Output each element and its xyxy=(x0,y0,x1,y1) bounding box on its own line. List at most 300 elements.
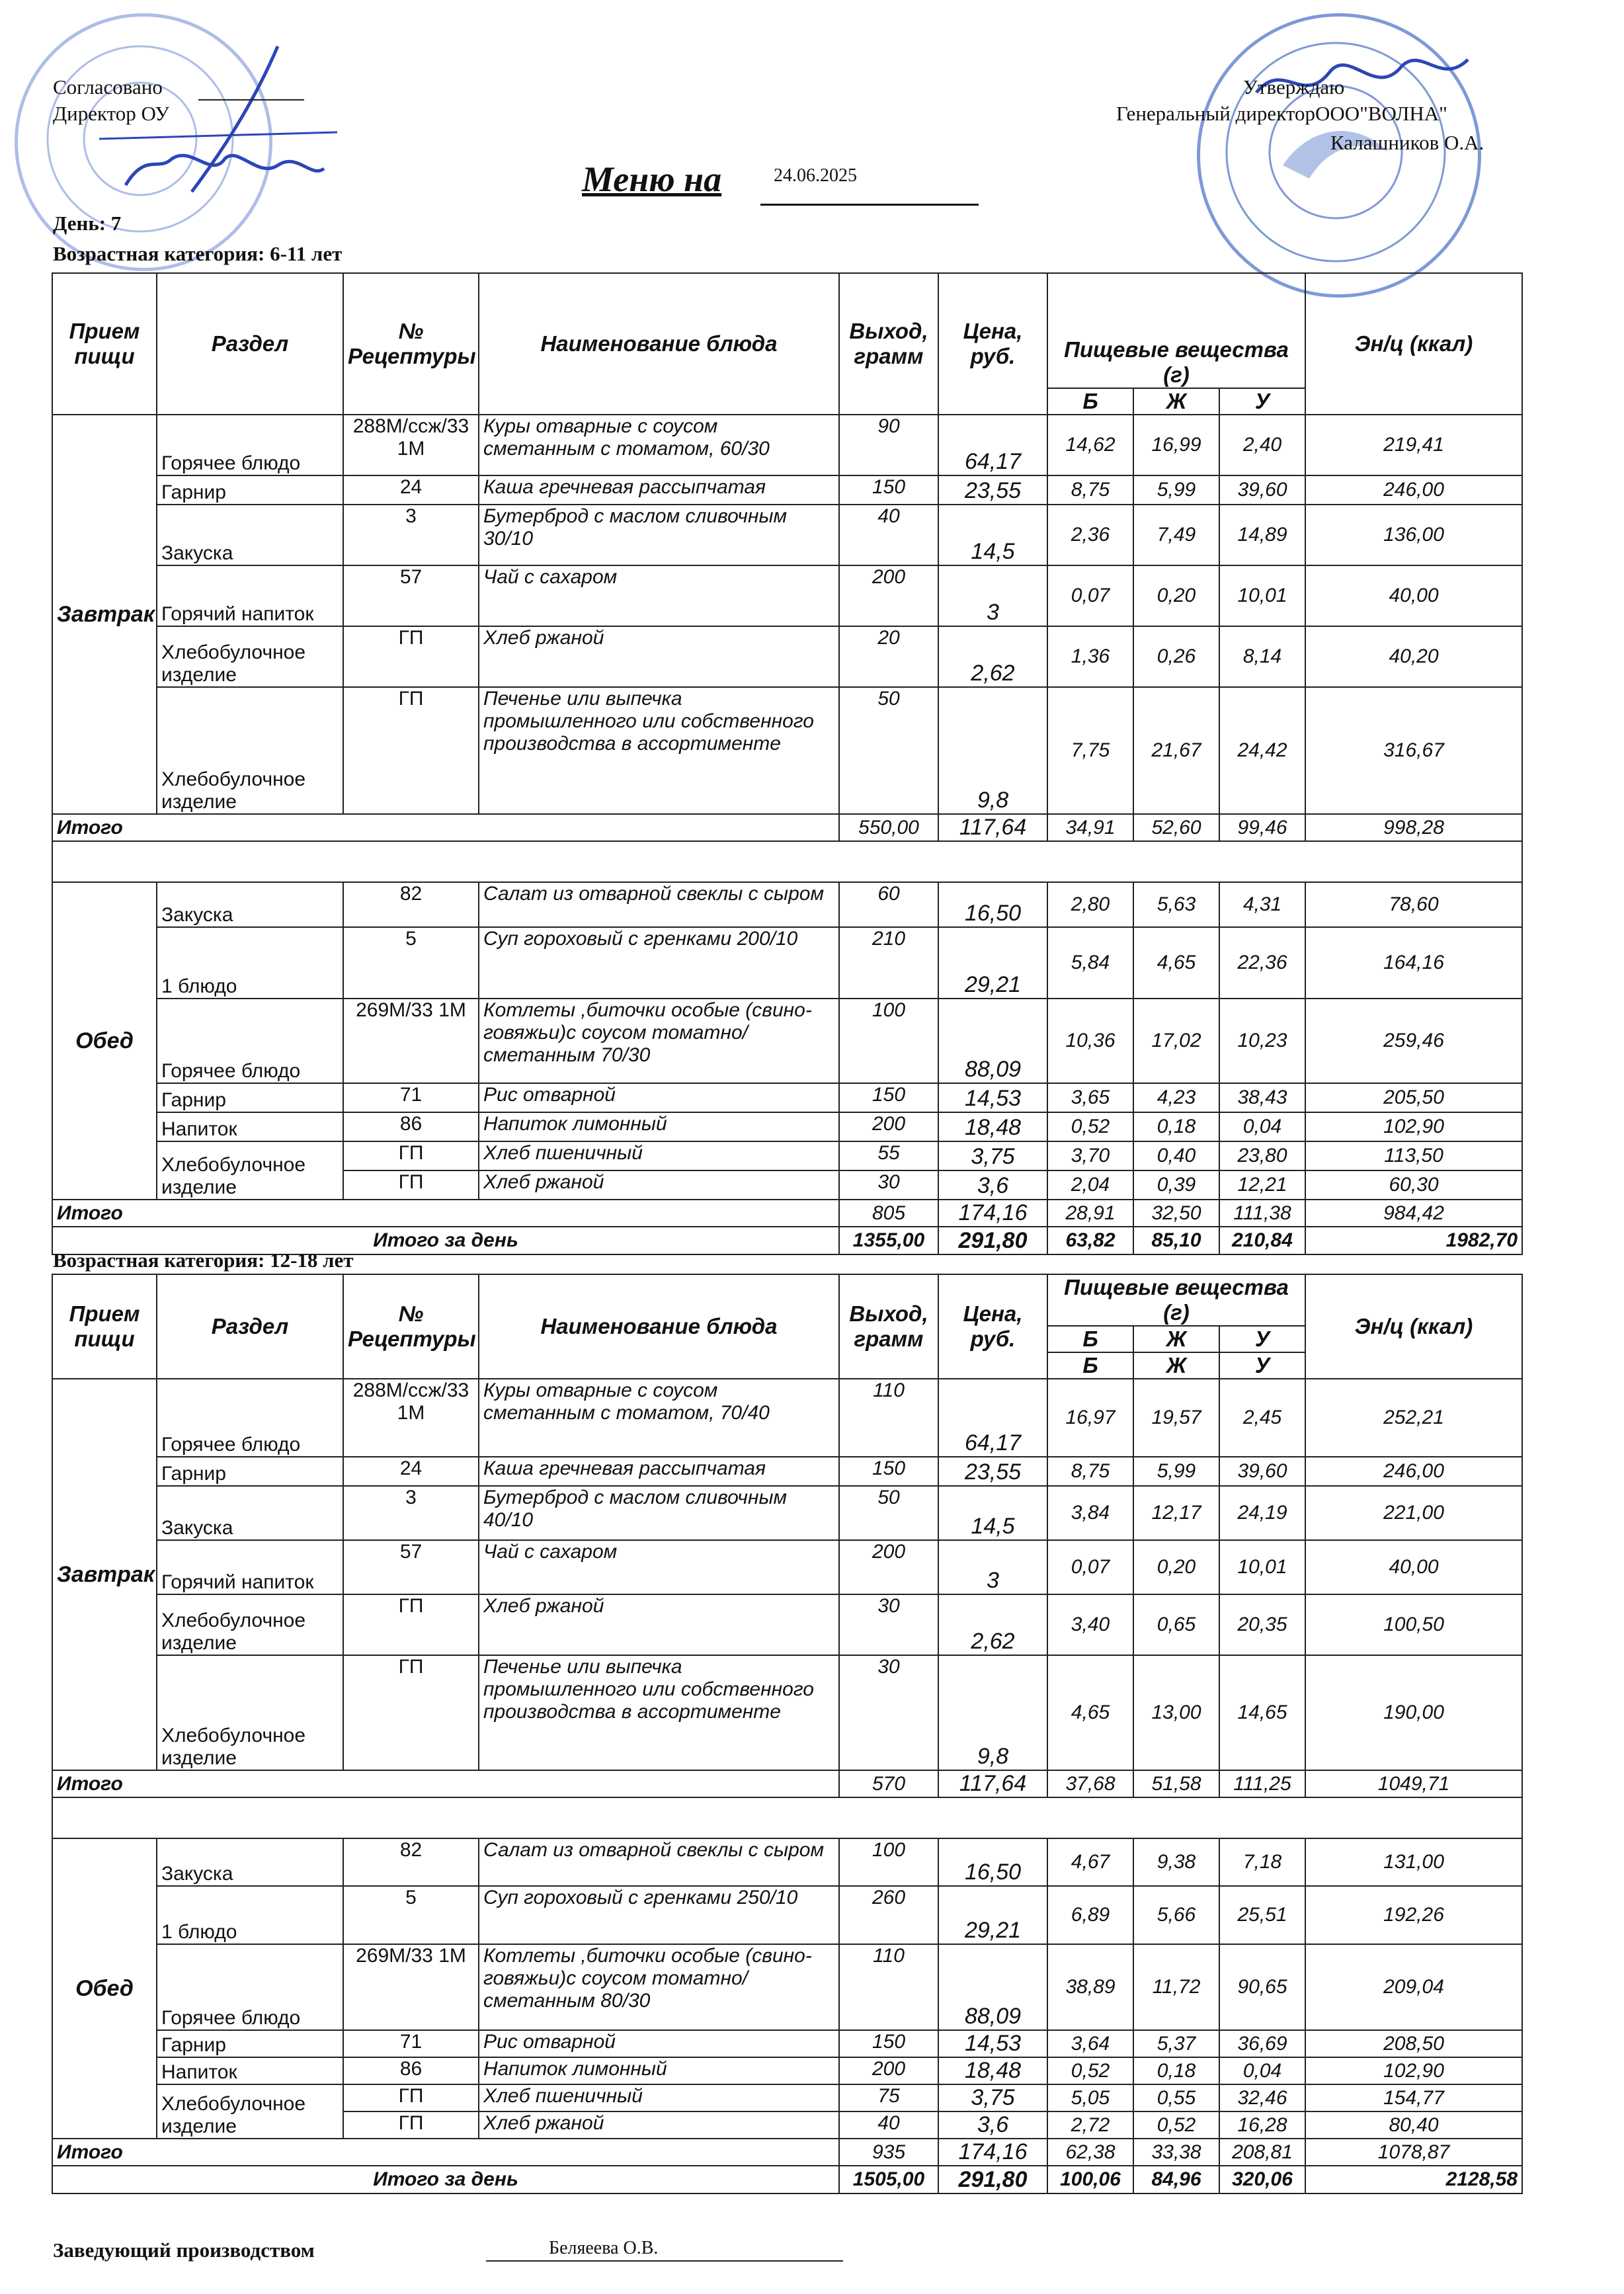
energy-cell: 131,00 xyxy=(1305,1838,1522,1886)
section-cell: Хлебобулочное изделие xyxy=(157,1655,343,1770)
day-total-kcal: 1982,70 xyxy=(1305,1227,1522,1254)
col-nutrients: Пищевые вещества (г) xyxy=(1047,273,1305,388)
table-row xyxy=(52,2057,1522,2084)
carb-cell: 0,04 xyxy=(1219,1112,1305,1141)
energy-cell: 209,04 xyxy=(1305,1944,1522,2030)
section-cell: Гарнир xyxy=(157,475,343,505)
carb-cell: 90,65 xyxy=(1219,1944,1305,2030)
total-row xyxy=(52,814,1522,841)
section-gap xyxy=(52,1797,1522,1838)
footer-role: Заведующий производством xyxy=(53,2238,315,2262)
fat-cell: 17,02 xyxy=(1133,999,1219,1083)
carb-cell: 12,21 xyxy=(1219,1170,1305,1200)
carb-cell: 16,28 xyxy=(1219,2111,1305,2139)
yield-cell: 50 xyxy=(839,687,938,814)
day-total-zh: 85,10 xyxy=(1133,1227,1219,1254)
protein-cell: 5,05 xyxy=(1047,2084,1133,2111)
fat-cell: 7,49 xyxy=(1133,505,1219,565)
price-cell: 64,17 xyxy=(938,415,1047,475)
col-recipe: № Рецептуры xyxy=(343,273,479,415)
fat-cell: 0,20 xyxy=(1133,1540,1219,1594)
recipe-cell: 86 xyxy=(343,1112,479,1141)
col-dish: Наименование блюда xyxy=(479,273,839,415)
price-cell: 2,62 xyxy=(938,626,1047,687)
approve-label: Утверждаю xyxy=(1243,75,1345,99)
recipe-cell: 3 xyxy=(343,1486,479,1540)
carb-cell: 10,23 xyxy=(1219,999,1305,1083)
yield-cell: 150 xyxy=(839,2030,938,2057)
day-label: День: 7 xyxy=(53,212,122,235)
dish-cell: Рис отварной xyxy=(479,2030,839,2057)
protein-cell: 4,67 xyxy=(1047,1838,1133,1886)
yield-cell: 30 xyxy=(839,1655,938,1770)
energy-cell: 113,50 xyxy=(1305,1141,1522,1170)
total-row xyxy=(52,1200,1522,1227)
yield-cell: 200 xyxy=(839,2057,938,2084)
protein-cell: 8,75 xyxy=(1047,1457,1133,1486)
col-dish: Наименование блюда xyxy=(479,1274,839,1379)
total-zh: 51,58 xyxy=(1133,1770,1219,1797)
yield-cell: 200 xyxy=(839,565,938,626)
carb-cell: 39,60 xyxy=(1219,1457,1305,1486)
col-yield: Выход, грамм xyxy=(839,1274,938,1379)
price-cell: 2,62 xyxy=(938,1594,1047,1655)
dish-cell: Бутерброд с маслом сливочным 40/10 xyxy=(479,1486,839,1540)
section-cell: Хлебобулочное изделие xyxy=(157,2084,343,2139)
yield-cell: 110 xyxy=(839,1944,938,2030)
protein-cell: 0,52 xyxy=(1047,2057,1133,2084)
carb-cell: 25,51 xyxy=(1219,1886,1305,1944)
recipe-cell: 57 xyxy=(343,1540,479,1594)
meal-label: Завтрак xyxy=(52,1379,157,1770)
carb-cell: 23,80 xyxy=(1219,1141,1305,1170)
fat-cell: 4,65 xyxy=(1133,927,1219,999)
table-row xyxy=(52,687,1522,814)
price-cell: 9,8 xyxy=(938,687,1047,814)
price-cell: 3 xyxy=(938,565,1047,626)
table-row xyxy=(52,1655,1522,1770)
yield-cell: 150 xyxy=(839,475,938,505)
fat-cell: 5,99 xyxy=(1133,1457,1219,1486)
yield-cell: 200 xyxy=(839,1112,938,1141)
total-price: 117,64 xyxy=(938,1770,1047,1797)
col-zh: Ж xyxy=(1133,388,1219,415)
total-yield: 550,00 xyxy=(839,814,938,841)
energy-cell: 246,00 xyxy=(1305,1457,1522,1486)
gen-director-label: Генеральный директорООО"ВОЛНА" xyxy=(1116,102,1447,125)
price-cell: 3 xyxy=(938,1540,1047,1594)
protein-cell: 38,89 xyxy=(1047,1944,1133,2030)
director-label: Директор ОУ xyxy=(53,102,170,125)
price-cell: 64,17 xyxy=(938,1379,1047,1457)
dish-cell: Куры отварные с соусом сметанным с томатом, 60/30 xyxy=(479,415,839,475)
energy-cell: 78,60 xyxy=(1305,882,1522,927)
fat-cell: 12,17 xyxy=(1133,1486,1219,1540)
dish-cell: Каша гречневая рассыпчатая xyxy=(479,475,839,505)
energy-cell: 252,21 xyxy=(1305,1379,1522,1457)
price-cell: 88,09 xyxy=(938,999,1047,1083)
total-label: Итого xyxy=(52,1200,839,1227)
fat-cell: 19,57 xyxy=(1133,1379,1219,1457)
dish-cell: Чай с сахаром xyxy=(479,565,839,626)
carb-cell: 38,43 xyxy=(1219,1083,1305,1112)
dish-cell: Хлеб ржаной xyxy=(479,1170,839,1200)
section-cell: Закуска xyxy=(157,505,343,565)
energy-cell: 164,16 xyxy=(1305,927,1522,999)
energy-cell: 316,67 xyxy=(1305,687,1522,814)
total-kcal: 998,28 xyxy=(1305,814,1522,841)
recipe-cell: 24 xyxy=(343,475,479,505)
section-cell: Хлебобулочное изделие xyxy=(157,687,343,814)
total-kcal: 1049,71 xyxy=(1305,1770,1522,1797)
energy-cell: 40,00 xyxy=(1305,565,1522,626)
table-row xyxy=(52,1540,1522,1594)
dish-cell: Котлеты ,биточки особые (свино-говяжьи)с соусом томатно/сметанным 70/30 xyxy=(479,999,839,1083)
energy-cell: 60,30 xyxy=(1305,1170,1522,1200)
total-label: Итого xyxy=(52,814,839,841)
table-row xyxy=(52,2084,1522,2111)
total-u: 111,38 xyxy=(1219,1200,1305,1227)
table-row xyxy=(52,475,1522,505)
day-total-price: 291,80 xyxy=(938,1227,1047,1254)
dish-cell: Чай с сахаром xyxy=(479,1540,839,1594)
section-cell: Горячее блюдо xyxy=(157,1944,343,2030)
agreed-sign-line xyxy=(198,99,304,101)
gap-cell xyxy=(52,841,1522,882)
protein-cell: 10,36 xyxy=(1047,999,1133,1083)
recipe-cell: 86 xyxy=(343,2057,479,2084)
meal-label: Обед xyxy=(52,882,157,1200)
energy-cell: 190,00 xyxy=(1305,1655,1522,1770)
price-cell: 23,55 xyxy=(938,1457,1047,1486)
col-zh: Ж xyxy=(1133,1326,1219,1352)
fat-cell: 21,67 xyxy=(1133,687,1219,814)
day-total-label: Итого за день xyxy=(52,1227,839,1254)
recipe-cell: 3 xyxy=(343,505,479,565)
recipe-cell: 71 xyxy=(343,1083,479,1112)
carb-cell: 2,40 xyxy=(1219,415,1305,475)
recipe-cell: 288М/ссж/33 1М xyxy=(343,415,479,475)
col-u: У xyxy=(1219,388,1305,415)
protein-cell: 0,52 xyxy=(1047,1112,1133,1141)
section-cell: Напиток xyxy=(157,1112,343,1141)
dish-cell: Печенье или выпечка промышленного или собственного производства в ассортименте xyxy=(479,1655,839,1770)
day-total-b: 63,82 xyxy=(1047,1227,1133,1254)
total-zh: 32,50 xyxy=(1133,1200,1219,1227)
price-cell: 3,75 xyxy=(938,1141,1047,1170)
col-b: Б xyxy=(1047,388,1133,415)
fat-cell: 0,26 xyxy=(1133,626,1219,687)
carb-cell: 4,31 xyxy=(1219,882,1305,927)
total-label: Итого xyxy=(52,2139,839,2166)
table-row xyxy=(52,999,1522,1083)
yield-cell: 200 xyxy=(839,1540,938,1594)
col-section: Раздел xyxy=(157,273,343,415)
dish-cell: Котлеты ,биточки особые (свино-говяжьи)с соусом томатно/сметанным 80/30 xyxy=(479,1944,839,2030)
yield-cell: 210 xyxy=(839,927,938,999)
yield-cell: 100 xyxy=(839,999,938,1083)
carb-cell: 24,42 xyxy=(1219,687,1305,814)
table-row xyxy=(52,1944,1522,2030)
section-cell: 1 блюдо xyxy=(157,927,343,999)
menu-table-12-18 xyxy=(52,1274,1523,2194)
col-recipe: № Рецептуры xyxy=(343,1274,479,1379)
total-row xyxy=(52,2139,1522,2166)
yield-cell: 40 xyxy=(839,505,938,565)
price-cell: 16,50 xyxy=(938,882,1047,927)
carb-cell: 7,18 xyxy=(1219,1838,1305,1886)
day-total-zh: 84,96 xyxy=(1133,2166,1219,2193)
dish-cell: Бутерброд с маслом сливочным 30/10 xyxy=(479,505,839,565)
col-energy: Эн/ц (ккал) xyxy=(1305,1274,1522,1379)
total-label: Итого xyxy=(52,1770,839,1797)
total-b: 28,91 xyxy=(1047,1200,1133,1227)
total-yield: 935 xyxy=(839,2139,938,2166)
protein-cell: 16,97 xyxy=(1047,1379,1133,1457)
day-total-b: 100,06 xyxy=(1047,2166,1133,2193)
carb-cell: 20,35 xyxy=(1219,1594,1305,1655)
total-b: 34,91 xyxy=(1047,814,1133,841)
carb-cell: 39,60 xyxy=(1219,475,1305,505)
protein-cell: 14,62 xyxy=(1047,415,1133,475)
protein-cell: 2,36 xyxy=(1047,505,1133,565)
protein-cell: 2,80 xyxy=(1047,882,1133,927)
section-cell: Горячее блюдо xyxy=(157,1379,343,1457)
energy-cell: 192,26 xyxy=(1305,1886,1522,1944)
section-cell: Гарнир xyxy=(157,2030,343,2057)
total-kcal: 984,42 xyxy=(1305,1200,1522,1227)
menu-date: 24.06.2025 xyxy=(774,165,857,186)
dish-cell: Куры отварные с соусом сметанным с томатом, 70/40 xyxy=(479,1379,839,1457)
section-gap xyxy=(52,841,1522,882)
protein-cell: 3,65 xyxy=(1047,1083,1133,1112)
total-price: 174,16 xyxy=(938,1200,1047,1227)
table-row xyxy=(52,1457,1522,1486)
fat-cell: 0,65 xyxy=(1133,1594,1219,1655)
yield-cell: 90 xyxy=(839,415,938,475)
dish-cell: Хлеб ржаной xyxy=(479,1594,839,1655)
col-b: Б xyxy=(1047,1326,1133,1352)
energy-cell: 100,50 xyxy=(1305,1594,1522,1655)
age-category-1: Возрастная категория: 6-11 лет xyxy=(53,242,343,265)
yield-cell: 40 xyxy=(839,2111,938,2139)
day-total-u: 320,06 xyxy=(1219,2166,1305,2193)
recipe-cell: 82 xyxy=(343,882,479,927)
recipe-cell: 82 xyxy=(343,1838,479,1886)
total-price: 117,64 xyxy=(938,814,1047,841)
fat-cell: 5,66 xyxy=(1133,1886,1219,1944)
table-row xyxy=(52,882,1522,927)
price-cell: 18,48 xyxy=(938,2057,1047,2084)
recipe-cell: ГП xyxy=(343,2084,479,2111)
yield-cell: 30 xyxy=(839,1170,938,1200)
dish-cell: Каша гречневая рассыпчатая xyxy=(479,1457,839,1486)
day-total-price: 291,80 xyxy=(938,2166,1047,2193)
energy-cell: 208,50 xyxy=(1305,2030,1522,2057)
meal-label: Завтрак xyxy=(52,415,157,814)
energy-cell: 205,50 xyxy=(1305,1083,1522,1112)
energy-cell: 40,00 xyxy=(1305,1540,1522,1594)
dish-cell: Печенье или выпечка промышленного или собственного производства в ассортименте xyxy=(479,687,839,814)
protein-cell: 3,70 xyxy=(1047,1141,1133,1170)
yield-cell: 110 xyxy=(839,1379,938,1457)
section-cell: Хлебобулочное изделие xyxy=(157,626,343,687)
table-row xyxy=(52,565,1522,626)
col-u-repeat: У xyxy=(1219,1352,1305,1379)
gap-cell xyxy=(52,1797,1522,1838)
section-cell: Горячий напиток xyxy=(157,1540,343,1594)
section-cell: Хлебобулочное изделие xyxy=(157,1141,343,1200)
yield-cell: 20 xyxy=(839,626,938,687)
carb-cell: 22,36 xyxy=(1219,927,1305,999)
section-cell: Горячий напиток xyxy=(157,565,343,626)
fat-cell: 9,38 xyxy=(1133,1838,1219,1886)
dish-cell: Хлеб пшеничный xyxy=(479,2084,839,2111)
fat-cell: 13,00 xyxy=(1133,1655,1219,1770)
section-cell: Закуска xyxy=(157,1838,343,1886)
carb-cell: 10,01 xyxy=(1219,565,1305,626)
table-row xyxy=(52,1594,1522,1655)
table-row xyxy=(52,626,1522,687)
table-row xyxy=(52,927,1522,999)
price-cell: 14,5 xyxy=(938,1486,1047,1540)
recipe-cell: ГП xyxy=(343,1170,479,1200)
yield-cell: 150 xyxy=(839,1083,938,1112)
price-cell: 3,6 xyxy=(938,1170,1047,1200)
table-row xyxy=(52,2030,1522,2057)
energy-cell: 221,00 xyxy=(1305,1486,1522,1540)
fat-cell: 4,23 xyxy=(1133,1083,1219,1112)
recipe-cell: ГП xyxy=(343,1594,479,1655)
day-total-yield: 1505,00 xyxy=(839,2166,938,2193)
energy-cell: 219,41 xyxy=(1305,415,1522,475)
day-total-yield: 1355,00 xyxy=(839,1227,938,1254)
gen-director-name: Калашников О.А. xyxy=(1330,131,1484,154)
carb-cell: 10,01 xyxy=(1219,1540,1305,1594)
col-meal: Прием пищи xyxy=(52,1274,157,1379)
energy-cell: 102,90 xyxy=(1305,2057,1522,2084)
carb-cell: 2,45 xyxy=(1219,1379,1305,1457)
agreed-label: Согласовано xyxy=(53,75,163,99)
fat-cell: 0,20 xyxy=(1133,565,1219,626)
day-total-label: Итого за день xyxy=(52,2166,839,2193)
protein-cell: 0,07 xyxy=(1047,1540,1133,1594)
recipe-cell: ГП xyxy=(343,1141,479,1170)
yield-cell: 150 xyxy=(839,1457,938,1486)
day-total-row xyxy=(52,2166,1522,2193)
dish-cell: Хлеб ржаной xyxy=(479,626,839,687)
footer-sign-line xyxy=(486,2260,843,2262)
section-cell: Гарнир xyxy=(157,1083,343,1112)
price-cell: 29,21 xyxy=(938,1886,1047,1944)
fat-cell: 0,52 xyxy=(1133,2111,1219,2139)
recipe-cell: 5 xyxy=(343,1886,479,1944)
carb-cell: 24,19 xyxy=(1219,1486,1305,1540)
col-nutrients: Пищевые вещества (г) xyxy=(1047,1274,1305,1326)
carb-cell: 8,14 xyxy=(1219,626,1305,687)
col-meal: Прием пищи xyxy=(52,273,157,415)
section-cell: Горячее блюдо xyxy=(157,999,343,1083)
yield-cell: 75 xyxy=(839,2084,938,2111)
price-cell: 3,6 xyxy=(938,2111,1047,2139)
col-yield: Выход, грамм xyxy=(839,273,938,415)
total-yield: 570 xyxy=(839,1770,938,1797)
energy-cell: 40,20 xyxy=(1305,626,1522,687)
fat-cell: 5,99 xyxy=(1133,475,1219,505)
recipe-cell: ГП xyxy=(343,687,479,814)
carb-cell: 0,04 xyxy=(1219,2057,1305,2084)
col-energy: Эн/ц (ккал) xyxy=(1305,273,1522,415)
total-u: 99,46 xyxy=(1219,814,1305,841)
protein-cell: 8,75 xyxy=(1047,475,1133,505)
fat-cell: 11,72 xyxy=(1133,1944,1219,2030)
fat-cell: 0,40 xyxy=(1133,1141,1219,1170)
recipe-cell: 288М/ссж/33 1М xyxy=(343,1379,479,1457)
table-row xyxy=(52,1141,1522,1170)
total-row xyxy=(52,1770,1522,1797)
protein-cell: 2,72 xyxy=(1047,2111,1133,2139)
table-row xyxy=(52,415,1522,475)
total-kcal: 1078,87 xyxy=(1305,2139,1522,2166)
table-row xyxy=(52,1112,1522,1141)
protein-cell: 7,75 xyxy=(1047,687,1133,814)
protein-cell: 6,89 xyxy=(1047,1886,1133,1944)
fat-cell: 5,37 xyxy=(1133,2030,1219,2057)
recipe-cell: ГП xyxy=(343,2111,479,2139)
col-u: У xyxy=(1219,1326,1305,1352)
recipe-cell: 71 xyxy=(343,2030,479,2057)
table-row xyxy=(52,1486,1522,1540)
price-cell: 29,21 xyxy=(938,927,1047,999)
dish-cell: Салат из отварной свеклы с сыром xyxy=(479,882,839,927)
recipe-cell: 24 xyxy=(343,1457,479,1486)
energy-cell: 246,00 xyxy=(1305,475,1522,505)
fat-cell: 16,99 xyxy=(1133,415,1219,475)
dish-cell: Суп гороховый с гренками 200/10 xyxy=(479,927,839,999)
energy-cell: 259,46 xyxy=(1305,999,1522,1083)
fat-cell: 5,63 xyxy=(1133,882,1219,927)
recipe-cell: 269М/33 1М xyxy=(343,999,479,1083)
section-cell: Горячее блюдо xyxy=(157,415,343,475)
price-cell: 18,48 xyxy=(938,1112,1047,1141)
fat-cell: 0,18 xyxy=(1133,2057,1219,2084)
yield-cell: 260 xyxy=(839,1886,938,1944)
age-category-2: Возрастная категория: 12-18 лет xyxy=(53,1249,354,1272)
meal-label: Обед xyxy=(52,1838,157,2139)
menu-table-6-11 xyxy=(52,272,1523,1255)
total-u: 111,25 xyxy=(1219,1770,1305,1797)
recipe-cell: ГП xyxy=(343,1655,479,1770)
recipe-cell: 269М/33 1М xyxy=(343,1944,479,2030)
dish-cell: Суп гороховый с гренками 250/10 xyxy=(479,1886,839,1944)
recipe-cell: ГП xyxy=(343,626,479,687)
total-zh: 33,38 xyxy=(1133,2139,1219,2166)
recipe-cell: 57 xyxy=(343,565,479,626)
recipe-cell: 5 xyxy=(343,927,479,999)
carb-cell: 14,89 xyxy=(1219,505,1305,565)
yield-cell: 60 xyxy=(839,882,938,927)
protein-cell: 3,40 xyxy=(1047,1594,1133,1655)
energy-cell: 154,77 xyxy=(1305,2084,1522,2111)
section-cell: Напиток xyxy=(157,2057,343,2084)
table-row xyxy=(52,1886,1522,1944)
dish-cell: Салат из отварной свеклы с сыром xyxy=(479,1838,839,1886)
carb-cell: 32,46 xyxy=(1219,2084,1305,2111)
table-row xyxy=(52,1379,1522,1457)
total-b: 62,38 xyxy=(1047,2139,1133,2166)
price-cell: 23,55 xyxy=(938,475,1047,505)
day-total-kcal: 2128,58 xyxy=(1305,2166,1522,2193)
